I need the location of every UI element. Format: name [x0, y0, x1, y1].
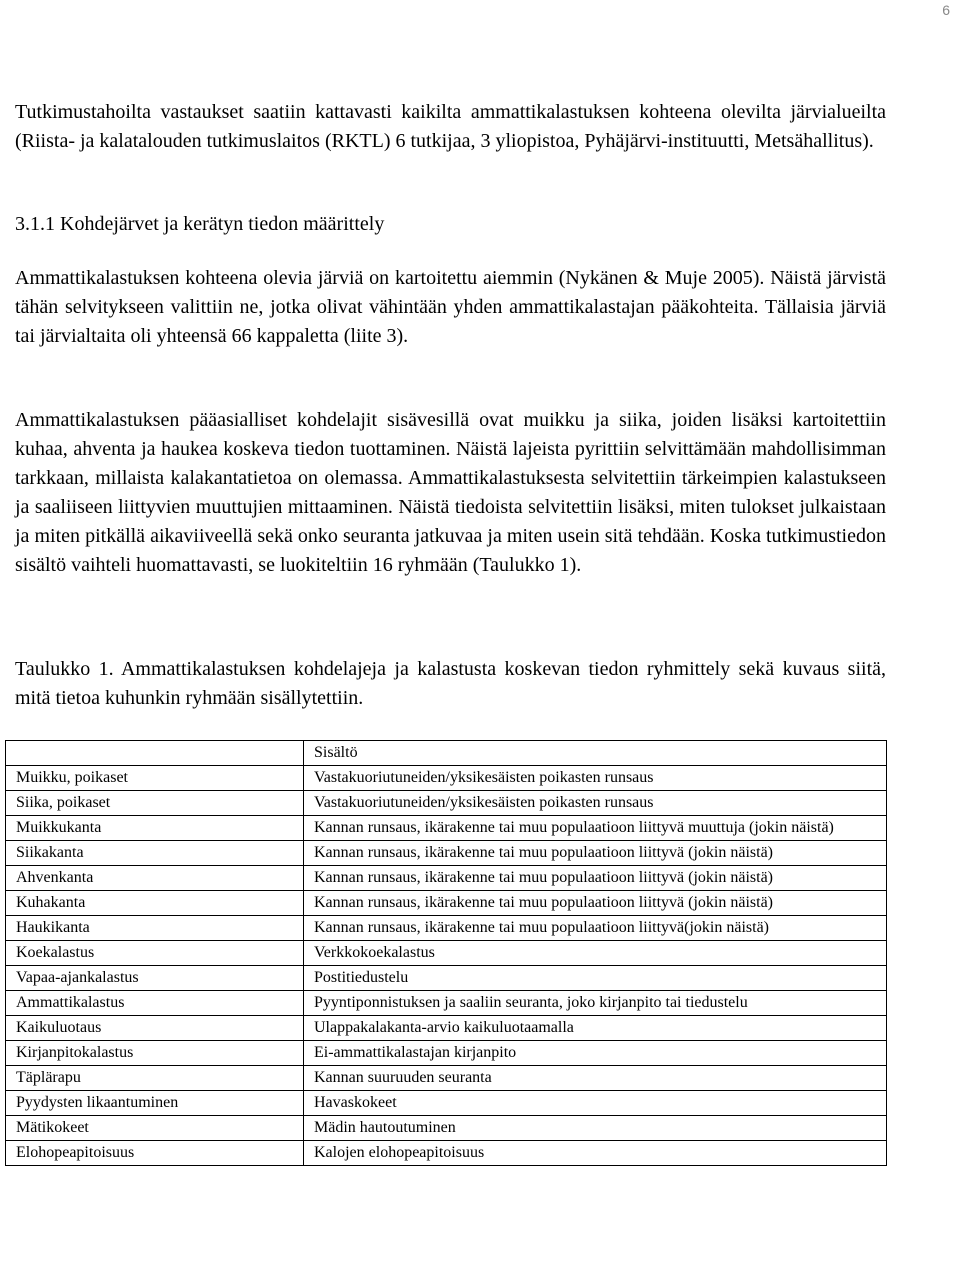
table-cell-group: Vapaa-ajankalastus — [6, 966, 304, 991]
table-cell-content: Vastakuoriutuneiden/yksikesäisten poikasten runsaus — [304, 766, 887, 791]
table-cell-group: Siikakanta — [6, 841, 304, 866]
table-row — [6, 891, 887, 916]
table-row — [6, 1041, 887, 1066]
table-row — [6, 866, 887, 891]
table-row — [6, 1091, 887, 1116]
table-row — [6, 1066, 887, 1091]
table-cell-content: Kannan runsaus, ikärakenne tai muu populaatioon liittyvä (jokin näistä) — [304, 891, 887, 916]
table-cell-group: Kuhakanta — [6, 891, 304, 916]
table-cell-content: Ulappakalakanta-arvio kaikuluotaamalla — [304, 1016, 887, 1041]
page-number: 6 — [942, 2, 950, 18]
table-cell-group: Ammattikalastus — [6, 991, 304, 1016]
table-cell-group: Siika, poikaset — [6, 791, 304, 816]
table-cell-group: Muikkukanta — [6, 816, 304, 841]
table-cell-content: Verkkokoekalastus — [304, 941, 887, 966]
table-cell-content: Ei-ammattikalastajan kirjanpito — [304, 1041, 887, 1066]
table-cell-content: Kannan suuruuden seuranta — [304, 1066, 887, 1091]
table-cell-group: Mätikokeet — [6, 1116, 304, 1141]
table-header-content: Sisältö — [304, 741, 887, 766]
table-cell-group: Koekalastus — [6, 941, 304, 966]
table-cell-group: Täplärapu — [6, 1066, 304, 1091]
table-row — [6, 791, 887, 816]
table-row — [6, 1016, 887, 1041]
table-cell-content: Havaskokeet — [304, 1091, 887, 1116]
table-row — [6, 816, 887, 841]
table-cell-content: Mädin hautoutuminen — [304, 1116, 887, 1141]
table-cell-content: Kannan runsaus, ikärakenne tai muu populaatioon liittyvä(jokin näistä) — [304, 916, 887, 941]
table-cell-group: Pyydysten likaantuminen — [6, 1091, 304, 1116]
table-row — [6, 991, 887, 1016]
table-cell-content: Pyyntiponnistuksen ja saaliin seuranta, joko kirjanpito tai tiedustelu — [304, 991, 887, 1016]
table-header-group — [6, 741, 304, 766]
table-header-row — [6, 741, 887, 766]
table-cell-group: Elohopeapitoisuus — [6, 1141, 304, 1166]
table-cell-content: Kannan runsaus, ikärakenne tai muu populaatioon liittyvä muuttuja (jokin näistä) — [304, 816, 887, 841]
table-row — [6, 941, 887, 966]
table-row — [6, 766, 887, 791]
table-row — [6, 966, 887, 991]
table-cell-content: Kannan runsaus, ikärakenne tai muu populaatioon liittyvä (jokin näistä) — [304, 866, 887, 891]
table-row — [6, 1141, 887, 1166]
table-cell-group: Haukikanta — [6, 916, 304, 941]
table-cell-content: Kannan runsaus, ikärakenne tai muu populaatioon liittyvä (jokin näistä) — [304, 841, 887, 866]
paragraph-target-species: Ammattikalastuksen pääasialliset kohdelajit sisävesillä ovat muikku ja siika, joiden lisäksi kartoitettiin kuhaa, ahventa ja haukea koskeva tiedon tuottaminen. Näistä lajeista pyrittiin selvittämään mahdollisimman tarkkaan, millaista kalakantatietoa on olemassa. Ammattikalastuksesta selvitettiin tärkeimpien kalastukseen ja saaliiseen liittyvien muuttujien mittaaminen. Näistä tiedoista selvitettiin lisäksi, miten tulokset julkaistaan ja miten pitkällä aikaviiveellä sekä onko seuranta jatkuvaa ja miten usein sitä tehdään. Koska tutkimustiedon sisältö vaihteli huomattavasti, se luokiteltiin 16 ryhmään (Taulukko 1). — [15, 409, 886, 576]
paragraph-intro: Tutkimustahoilta vastaukset saatiin kattavasti kaikilta ammattikalastuksen kohteena olevilta järvialueilta (Riista- ja kalatalouden tutkimuslaitos (RKTL) 6 tutkijaa, 3 yliopistoa, Pyhäjärvi-instituutti, Metsähallitus). — [15, 101, 886, 152]
table-caption: Taulukko 1. Ammattikalastuksen kohdelajeja ja kalastusta koskevan tiedon ryhmittely sekä kuvaus siitä, mitä tietoa kuhunkin ryhmään sisällytettiin. — [15, 658, 886, 709]
section-heading: 3.1.1 Kohdejärvet ja kerätyn tiedon määrittely — [15, 213, 385, 235]
data-table — [5, 740, 887, 1166]
table-cell-content: Kalojen elohopeapitoisuus — [304, 1141, 887, 1166]
table-cell-group: Muikku, poikaset — [6, 766, 304, 791]
table-row — [6, 1116, 887, 1141]
table-row — [6, 916, 887, 941]
paragraph-target-lakes: Ammattikalastuksen kohteena olevia järviä on kartoitettu aiemmin (Nykänen & Muje 2005). Näistä järvistä tähän selvitykseen valittiin ne, jotka olivat vähintään yhden ammattikalastajan pääkohteita. Tällaisia järviä tai järvialtaita oli yhteensä 66 kappaletta (liite 3). — [15, 267, 886, 347]
table-cell-group: Kaikuluotaus — [6, 1016, 304, 1041]
table-cell-content: Vastakuoriutuneiden/yksikesäisten poikasten runsaus — [304, 791, 887, 816]
table-cell-group: Kirjanpitokalastus — [6, 1041, 304, 1066]
table-cell-content: Postitiedustelu — [304, 966, 887, 991]
table-cell-group: Ahvenkanta — [6, 866, 304, 891]
table-row — [6, 841, 887, 866]
